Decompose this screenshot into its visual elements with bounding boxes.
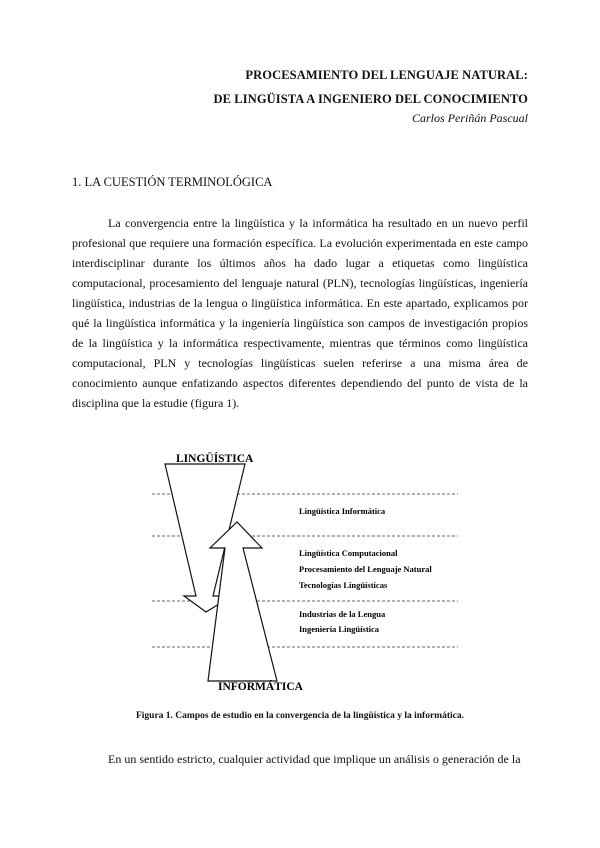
zone2-item: Tecnologías Lingüísticas <box>299 580 388 590</box>
zone2-item: Lingüística Computacional <box>299 548 398 558</box>
section-heading: 1. LA CUESTIÓN TERMINOLÓGICA <box>72 175 273 189</box>
zone3-item: Industrias de la Lengua <box>299 609 386 619</box>
up-arrow <box>208 522 277 681</box>
body-paragraph-1: La convergencia entre la lingüística y la informática ha resultado en un nuevo perfil profesional que requiere una formación específica. La evolución experimentada en este campo interdisciplinar durante los últimos años ha dado lugar a etiquetas como lingüística computacional, procesamiento del lenguaje natural (PLN), tecnologías lingüísticas, ingeniería lingüística, industrias de la lengua o lingüística informática. En este apartado, explicamos por qué la lingüística informática y la ingeniería lingüística son campos de investigación propios de la lingüística y la informática respectivamente, mientras que términos como lingüística computacional, PLN y tecnologías lingüísticas suelen referirse a una misma área de conocimiento aunque enfatizando aspectos diferentes dependiendo del punto de vista de la disciplina que la estudie (figura 1). <box>72 216 528 410</box>
title-line-1: PROCESAMIENTO DEL LENGUAJE NATURAL: <box>245 68 528 82</box>
title-line-2: DE LINGÜISTA A INGENIERO DEL CONOCIMIENTO <box>213 92 528 106</box>
body-paragraph-2: En un sentido estricto, cualquier actividad que implique un análisis o generación de la <box>108 752 521 766</box>
zone1-item: Lingüística Informática <box>299 506 386 516</box>
zone3-item: Ingeniería Lingüística <box>299 624 380 634</box>
label-informatica: INFORMÁTICA <box>218 681 303 693</box>
label-linguistica: LINGÜÍSTICA <box>176 453 254 465</box>
zone2-item: Procesamiento del Lenguaje Natural <box>299 564 432 574</box>
author-name: Carlos Periñán Pascual <box>412 111 528 125</box>
figure-caption: Figura 1. Campos de estudio en la convergencia de la lingüística y la informática. <box>135 711 464 721</box>
